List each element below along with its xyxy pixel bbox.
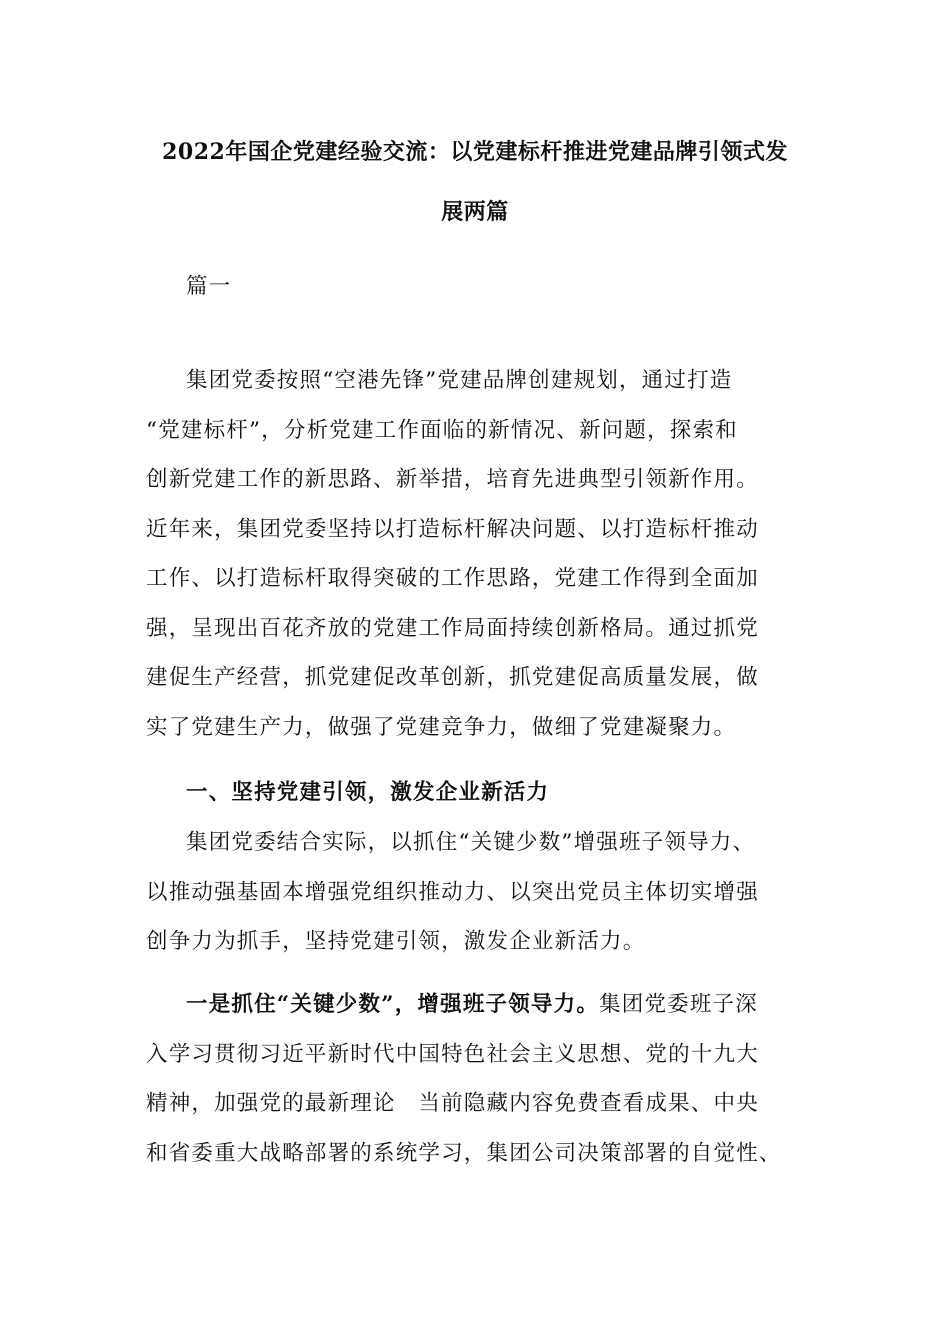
intro-line: 实了党建生产力，做强了党建竞争力，做细了党建凝聚力。 bbox=[146, 714, 737, 740]
body-line: 入学习贯彻习近平新时代中国特色社会主义思想、党的十九大 bbox=[146, 1041, 759, 1067]
intro-line: 创新党建工作的新思路、新举措，培育先进典型引领新作用。 bbox=[146, 467, 759, 492]
title-line-1: 2022年国企党建经验交流：以党建标杆推进党建品牌引领式发 bbox=[162, 139, 788, 165]
body-line: 以推动强基固本增强党组织推动力、以突出党员主体切实增强 bbox=[146, 879, 759, 905]
section-heading-paragraph bbox=[146, 768, 808, 818]
body-paragraph-2 bbox=[146, 818, 808, 967]
document-title bbox=[140, 122, 810, 242]
intro-line: 工作、以打造标杆取得突破的工作思路，党建工作得到全面加 bbox=[146, 566, 759, 591]
lead-continuation: 集团党委班子深 bbox=[599, 992, 758, 1017]
intro-paragraph bbox=[146, 356, 808, 752]
bold-lead-phrase: 一是抓住“关键少数”，增强班子领导力。 bbox=[186, 992, 600, 1017]
intro-line: 强，呈现出百花齐放的党建工作局面持续创新格局。通过抓党 bbox=[146, 615, 759, 641]
intro-line: 近年来，集团党委坚持以打造标杆解决问题、以打造标杆推动 bbox=[146, 516, 759, 542]
intro-line: 集团党委按照“空港先锋”党建品牌创建规划，通过打造 bbox=[186, 368, 733, 393]
intro-line: “党建标杆”，分析党建工作面临的新情况、新问题，探索和 bbox=[146, 417, 738, 443]
body-line: 创争力为抓手，坚持党建引领，激发企业新活力。 bbox=[146, 929, 646, 954]
body-paragraph-3 bbox=[146, 980, 808, 1178]
intro-line: 建促生产经营，抓党建促改革创新，抓党建促高质量发展，做 bbox=[146, 665, 759, 690]
body-line: 精神，加强党的最新理论 当前隐藏内容免费查看成果、中央 bbox=[146, 1091, 759, 1116]
body-line-first bbox=[146, 980, 808, 1030]
body-line: 集团党委结合实际，以抓住“关键少数”增强班子领导力、 bbox=[186, 830, 756, 855]
title-line-2: 展两篇 bbox=[441, 199, 509, 225]
section-heading: 一、坚持党建引领，激发企业新活力 bbox=[186, 780, 550, 805]
section-label-paragraph bbox=[146, 262, 808, 312]
section-label: 篇一 bbox=[186, 274, 232, 299]
body-line: 和省委重大战略部署的系统学习，集团公司决策部署的自觉性、 bbox=[146, 1140, 782, 1166]
